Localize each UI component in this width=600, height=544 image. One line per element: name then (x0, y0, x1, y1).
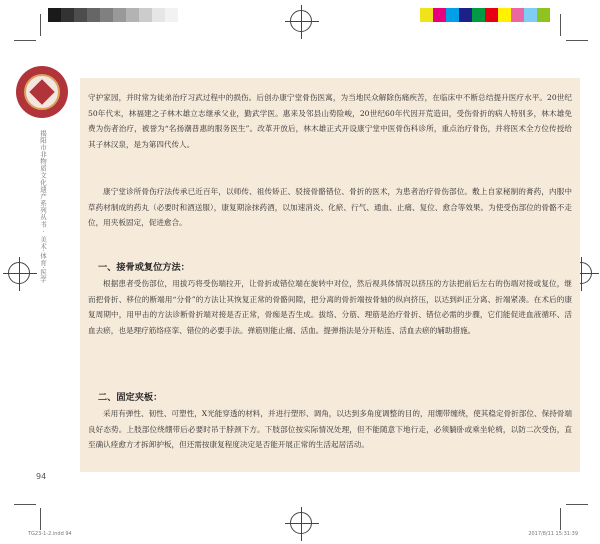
emblem-logo (16, 66, 68, 118)
series-title-vertical: 揭阳市非物质文化遗产系列丛书 · 美术·体育·医学 (39, 130, 47, 283)
color-swatch (420, 8, 433, 22)
paragraph-treatment: 康宁堂诊所骨伤疗法传承已近百年，以师传、祖传矫正、驳接骨骼错位、骨折的医术，为患者治疗骨伤部位。敷上自家秘制的膏药，内服中草药材制成的药丸（必要时和酒送服），康复期涂抹药酒，以加速消炎、化瘀、行气、通血、止痛、复位、愈合等效果。为使受伤部位的骨骼不走位，用夹板固定，促进愈合。 (88, 187, 572, 228)
gray-swatch (139, 8, 152, 22)
section-heading-bone-setting: 一、接骨或复位方法： (98, 262, 190, 273)
gray-swatch (74, 8, 87, 22)
paragraph-intro: 守护家园，并时常为徒弟治疗习武过程中的损伤。后创办康宁堂骨伤医寓，为当地民众解除伤痛疾苦，在临床中不断总结提升医疗水平。20世纪50年代末，林福建之子林木雄立志继承父业，勤武学医。惠来及邻县山势险峻，20世纪60年代因开荒造田，受伤骨折的病人特别多，林木雄免费为伤者治疗，被誉为“名扬潮普惠的服务医生”。改革开放后，林木雄正式开设康宁堂中医骨伤科诊所，重点治疗骨伤，并将医术全方位传授给其子林汉泉，是为第四代传人。 (88, 93, 572, 149)
color-calibration-strip (420, 8, 550, 22)
color-swatch (524, 8, 537, 22)
content-panel (80, 78, 580, 472)
paragraph-splint: 采用有弹性、韧性、可塑性，X光能穿透的材料，并进行塑形、调角，以达到多角度调整的目的，用绷带缠绕，使其稳定骨折部位、保持骨端良好态势。上肢部位绕绷带后必要时吊于脖颈下方。下肢部位按实际情况处理，但不能随意下地行走，必须躺卧或乘坐轮椅，以防二次受伤，直至确认痊愈方才拆卸护板，但还需按康复程度决定是否能开展正常的生活起居活动。 (88, 409, 572, 450)
registration-mark (290, 512, 312, 534)
color-swatch (511, 8, 524, 22)
crop-mark (40, 508, 41, 530)
section-heading-splint: 二、固定夹板： (98, 392, 163, 403)
gray-swatch (61, 8, 74, 22)
registration-mark (290, 10, 312, 32)
gray-swatch (152, 8, 165, 22)
gray-calibration-strip (48, 8, 178, 22)
crop-mark (14, 504, 36, 505)
page-number: 94 (36, 472, 47, 481)
print-timestamp: 2017/8/11 15:31:39 (528, 531, 578, 537)
emblem-inner (24, 74, 60, 110)
paragraph-bone-setting: 根据患者受伤部位，用拔巧将受伤端拉开，让骨折或错位端在旋转中对位，然后视具体情况以挤压的方法把前后左右的伤端对接或复位，继而把骨折、移位的断端用“分骨”的方法让其恢复正常的骨骼间隙，把分离的骨折端按骨轴的纵向挤压，以达到纠正分离、折端紧凑。在术后的康复周期中，用甲击的方法诊断骨折端对接是否正常，骨痂是否生成。拔络、分筋、理筋是治疗骨折、错位必需的步骤，它们能促进血液循环、活血去瘀，也是理疗筋络痉挛、错位的必要手法。弹筋则能止痛、活血。提弹指法是分开粘连、活血去瘀的辅助措施。 (88, 279, 572, 335)
color-swatch (433, 8, 446, 22)
color-swatch (446, 8, 459, 22)
crop-mark (40, 14, 41, 36)
color-swatch (459, 8, 472, 22)
color-swatch (472, 8, 485, 22)
emblem-core (29, 79, 54, 104)
gray-swatch (165, 8, 178, 22)
registration-mark (8, 262, 30, 284)
gray-swatch (113, 8, 126, 22)
gray-swatch (48, 8, 61, 22)
color-swatch (498, 8, 511, 22)
crop-mark (566, 40, 588, 41)
file-slug: TG23-1-2.indd 94 (28, 531, 72, 537)
color-swatch (537, 8, 550, 22)
crop-mark (560, 14, 561, 36)
gray-swatch (126, 8, 139, 22)
gray-swatch (100, 8, 113, 22)
crop-mark (560, 508, 561, 530)
gray-swatch (87, 8, 100, 22)
crop-mark (14, 40, 36, 41)
color-swatch (485, 8, 498, 22)
crop-mark (566, 504, 588, 505)
